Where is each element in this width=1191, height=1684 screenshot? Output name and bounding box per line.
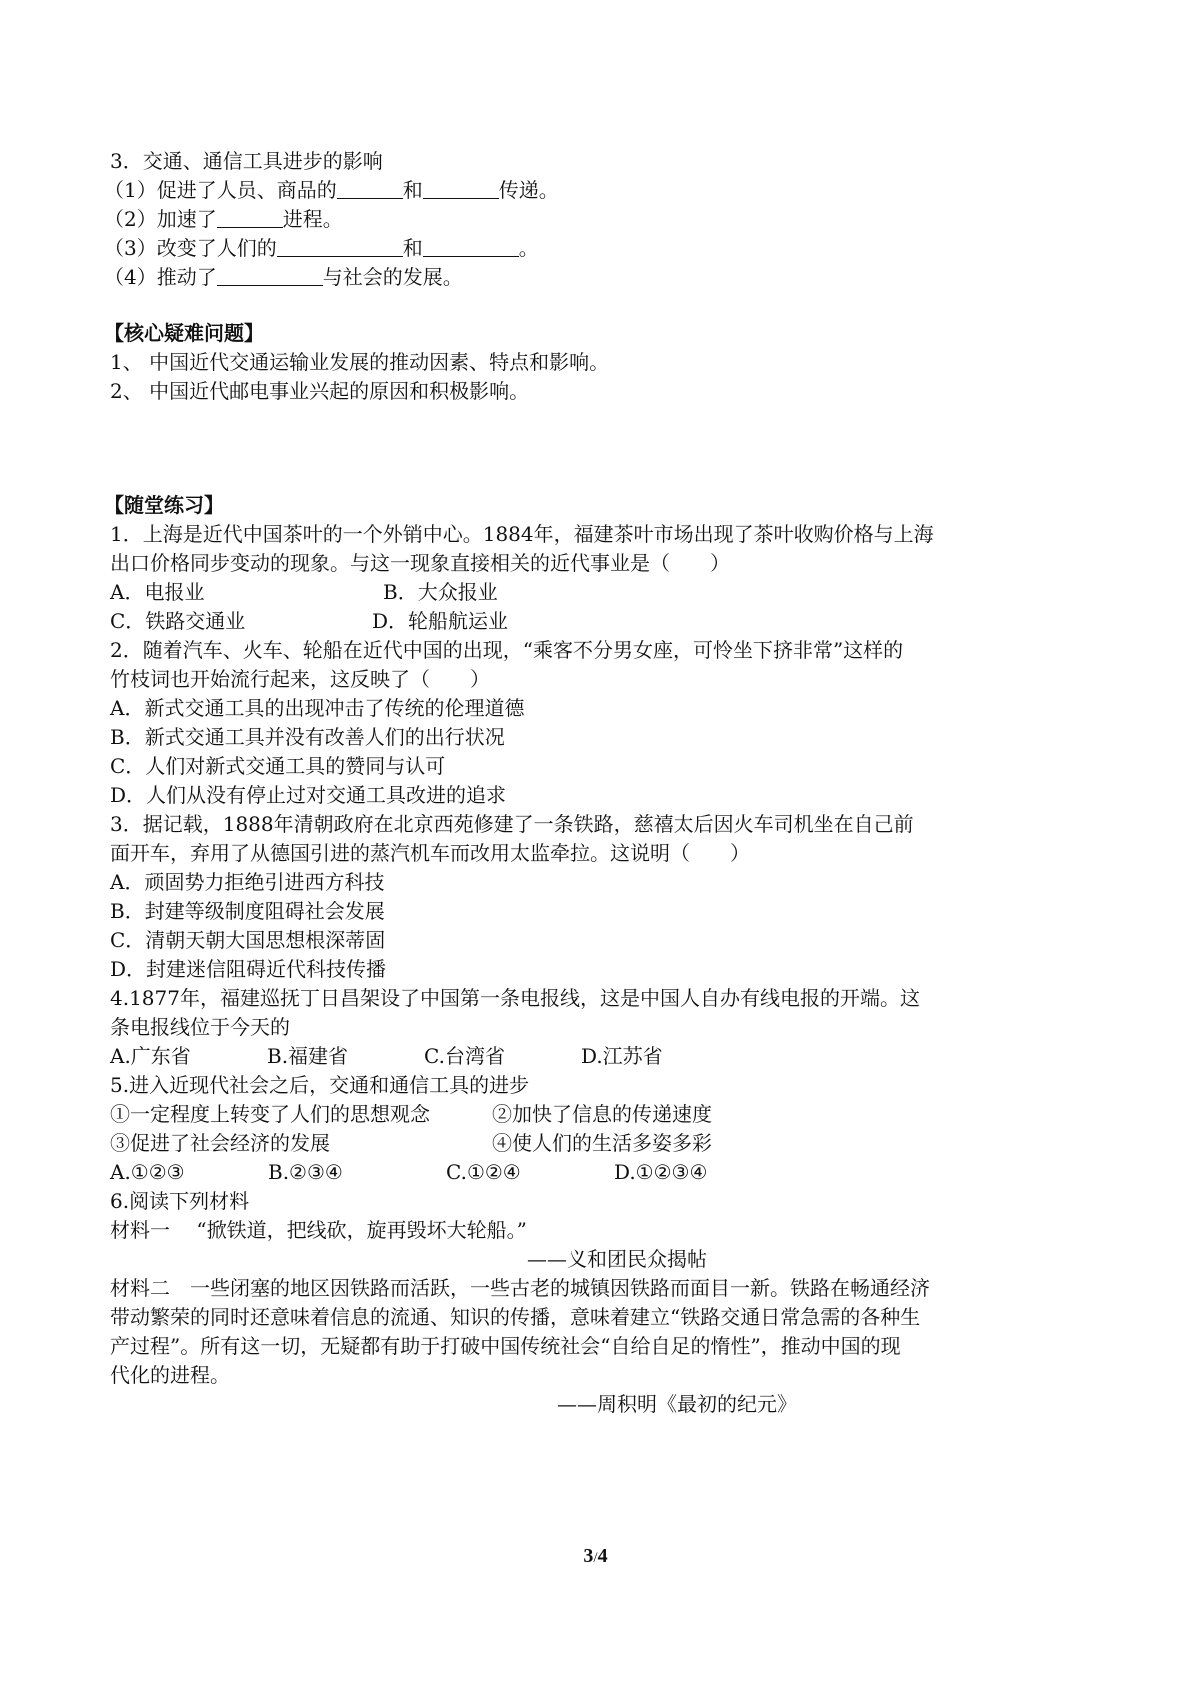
material-2-line-3: 产过程”。所有这一切，无疑都有助于打破中国传统社会“自给自足的惰性”，推动中国的现 [110, 1334, 901, 1358]
material-2-line-4: 代化的进程。 [110, 1363, 230, 1387]
blank [217, 265, 323, 286]
material-1-source: ——义和团民众揭帖 [527, 1247, 707, 1271]
question-1-options-cd: C．铁路交通业 D．轮船航运业 [110, 609, 509, 633]
fill-item-1: （1）促进了人员、商品的 和 传递。 [104, 178, 559, 202]
page-number: 3/4 [583, 1545, 608, 1567]
question-3-option-c: C．清朝天朝大国思想根深蒂固 [110, 928, 386, 952]
material-2-line-2: 带动繁荣的同时还意味着信息的流通、知识的传播，意味着建立“铁路交通日常急需的各种生 [110, 1305, 921, 1329]
question-5-line-1: 5.进入近现代社会之后，交通和通信工具的进步 [110, 1073, 530, 1097]
practice-title: 【随堂练习】 [104, 493, 224, 517]
material-1: 材料一 “掀铁道，把线砍，旋再毁坏大轮船。” [110, 1218, 527, 1242]
core-title: 【核心疑难问题】 [104, 321, 264, 345]
fill-item-3: （3）改变了人们的 和 。 [104, 236, 539, 260]
fill-item-4: （4）推动了 与社会的发展。 [104, 265, 463, 289]
section-heading: 3．交通、通信工具进步的影响 [110, 149, 383, 173]
blank [337, 178, 403, 199]
question-5-statements-12: ①一定程度上转变了人们的思想观念 ②加快了信息的传递速度 [110, 1102, 712, 1126]
question-1-line-2: 出口价格同步变动的现象。与这一现象直接相关的近代事业是（ ） [110, 551, 730, 575]
question-6-line-1: 6.阅读下列材料 [110, 1189, 250, 1213]
blank [277, 236, 403, 257]
question-2-line-1: 2．随着汽车、火车、轮船在近代中国的出现，“乘客不分男女座，可怜坐下挤非常”这样的 [110, 638, 904, 662]
question-1-options-ab: A．电报业 B．大众报业 [110, 580, 498, 604]
question-2-option-a: A．新式交通工具的出现冲击了传统的伦理道德 [110, 696, 525, 720]
question-2-option-c: C．人们对新式交通工具的赞同与认可 [110, 754, 446, 778]
question-2-option-d: D．人们从没有停止过对交通工具改进的追求 [110, 783, 507, 807]
question-3-option-b: B．封建等级制度阻碍社会发展 [110, 899, 385, 923]
core-question-2: 2、 中国近代邮电事业兴起的原因和积极影响。 [110, 379, 530, 403]
question-1-line-1: 1．上海是近代中国茶叶的一个外销中心。1884年，福建茶叶市场出现了茶叶收购价格与上海 [110, 522, 934, 546]
question-3-line-2: 面开车，弃用了从德国引进的蒸汽机车而改用太监牵拉。这说明（ ） [110, 841, 750, 865]
question-2-option-b: B．新式交通工具并没有改善人们的出行状况 [110, 725, 505, 749]
question-3-line-1: 3．据记载，1888年清朝政府在北京西苑修建了一条铁路，慈禧太后因火车司机坐在自己前 [110, 812, 914, 836]
question-4-options: A.广东省 B.福建省 C.台湾省 D.江苏省 [110, 1044, 663, 1068]
blank [423, 236, 519, 257]
blank [217, 207, 283, 228]
core-question-1: 1、 中国近代交通运输业发展的推动因素、特点和影响。 [110, 350, 610, 374]
material-2-line-1: 材料二 一些闭塞的地区因铁路而活跃，一些古老的城镇因铁路而面目一新。铁路在畅通经济 [110, 1276, 930, 1300]
material-2-source: ——周积明《最初的纪元》 [557, 1392, 797, 1416]
fill-item-2: （2）加速了 进程。 [104, 207, 343, 231]
question-4-line-1: 4.1877年，福建巡抚丁日昌架设了中国第一条电报线，这是中国人自办有线电报的开端。这 [110, 986, 920, 1010]
question-2-line-2: 竹枝词也开始流行起来，这反映了（ ） [110, 667, 490, 691]
question-4-line-2: 条电报线位于今天的 [110, 1015, 290, 1039]
question-5-options: A.①②③ B.②③④ C.①②④ D.①②③④ [110, 1160, 708, 1184]
question-3-option-a: A．顽固势力拒绝引进西方科技 [110, 870, 385, 894]
question-3-option-d: D．封建迷信阻碍近代科技传播 [110, 957, 387, 981]
blank [423, 178, 499, 199]
question-5-statements-34: ③促进了社会经济的发展 ④使人们的生活多姿多彩 [110, 1131, 712, 1155]
